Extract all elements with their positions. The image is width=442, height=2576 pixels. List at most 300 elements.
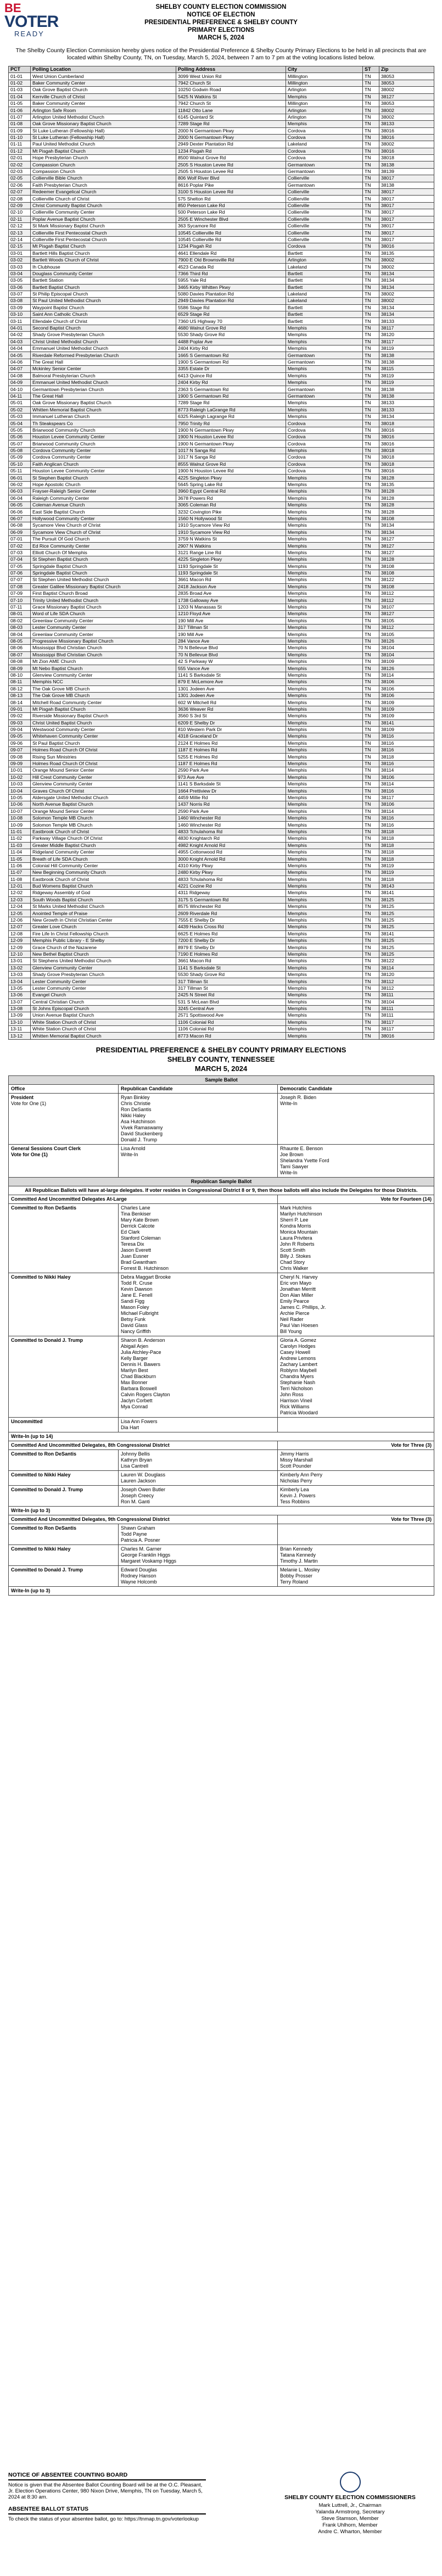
table-cell: 05-08 <box>9 447 31 454</box>
table-cell: 38107 <box>379 604 434 610</box>
table-cell: Greenlaw Community Center <box>31 631 176 638</box>
table-cell: TN <box>363 685 379 692</box>
table-row <box>9 80 434 86</box>
table-row <box>9 964 434 971</box>
table-cell: 8773 Raleigh LaGrange Rd <box>176 406 286 413</box>
table-cell: 05-02 <box>9 406 31 413</box>
table-row <box>9 992 434 999</box>
table-cell: 38117 <box>379 794 434 801</box>
table-cell: 4310 Kirby Pkwy <box>176 862 286 869</box>
cd8-desantis-1: Johnny Bellis Kathryn Bryan Lisa Cantrell <box>119 1449 278 1470</box>
table-cell: Progressive Missionary Baptist Church <box>31 638 176 644</box>
table-cell: 04-05 <box>9 352 31 359</box>
table-cell: 2404 Kirby Rd <box>176 345 286 352</box>
table-cell: Bartlett Hills Baptist Church <box>31 250 176 257</box>
republican-ballot-note: All Republican Ballots will have at-large delegates. If voter resides in Congressional District 8 or 9, then those ballots will also include the Delegates for those Districts. <box>9 1186 434 1195</box>
table-cell: North Avenue Baptist Church <box>31 801 176 808</box>
table-cell: TN <box>363 107 379 114</box>
table-cell: 38116 <box>379 788 434 794</box>
table-cell: Germantown <box>286 168 363 175</box>
table-row <box>9 468 434 475</box>
table-row <box>9 168 434 175</box>
table-row <box>9 713 434 720</box>
table-cell: 1664 Prettiview Dr <box>176 788 286 794</box>
table-row <box>9 325 434 331</box>
table-cell: TN <box>363 1019 379 1025</box>
table-cell: Riverside Missionary Baptist Church <box>31 713 176 720</box>
table-cell: TN <box>363 488 379 495</box>
table-cell: 10250 Godwin Road <box>176 87 286 93</box>
table-cell: 38128 <box>379 475 434 481</box>
table-cell: 7942 Church St <box>176 80 286 86</box>
table-cell: 08-11 <box>9 679 31 685</box>
table-cell: TN <box>363 862 379 869</box>
table-cell: Lester Community Center <box>31 978 176 985</box>
table-row <box>9 318 434 325</box>
table-cell: Memphis <box>286 849 363 855</box>
table-cell: Memphis <box>286 692 363 699</box>
table-row <box>9 236 434 243</box>
table-row <box>9 672 434 678</box>
table-cell: 02-15 <box>9 243 31 250</box>
sample-ballot-table <box>8 1075 434 1596</box>
table-cell: Riverdale Reformed Presbyterian Church <box>31 352 176 359</box>
table-cell: Memphis <box>286 951 363 957</box>
table-cell: 3232 Covington Pike <box>176 509 286 515</box>
table-cell: 38128 <box>379 556 434 563</box>
table-cell: TN <box>363 270 379 277</box>
table-cell: 3661 Macon Rd <box>176 577 286 583</box>
table-row <box>9 801 434 808</box>
table-cell: 5530 Shady Grove Rd <box>176 971 286 978</box>
table-cell: 3960 Egypt Central Rd <box>176 488 286 495</box>
table-cell: 06-05 <box>9 502 31 509</box>
table-cell: Memphis <box>286 958 363 964</box>
table-cell: TN <box>363 495 379 501</box>
table-cell: TN <box>363 625 379 631</box>
table-cell: Graves Church Of Christ <box>31 788 176 794</box>
table-cell: 3355 Estate Dr <box>176 366 286 372</box>
table-cell: 12-01 <box>9 883 31 889</box>
table-cell: Memphis <box>286 842 363 849</box>
table-cell: 05-04 <box>9 420 31 427</box>
table-cell: Memphis <box>286 638 363 644</box>
table-cell: 38002 <box>379 291 434 297</box>
table-cell: 10-03 <box>9 781 31 788</box>
table-cell: 38114 <box>379 672 434 678</box>
col-office: Office <box>9 1084 119 1093</box>
table-cell: TN <box>363 427 379 433</box>
uncommitted-delegates: Lisa Ann Fowers Dia Hart <box>119 1417 278 1432</box>
table-cell: TN <box>363 441 379 447</box>
table-cell: Memphis <box>286 733 363 740</box>
table-cell: Collierville <box>286 189 363 196</box>
haley-delegates-2: Cheryl N. Harvey Eric von Mayo Jonathan Merritt Don Alan Miller Emily Pearce James C. Phillips, Jr. Archie Pierce Neil Rader Paul Van Hoesen Bill Young <box>278 1273 434 1336</box>
table-cell: TN <box>363 100 379 107</box>
table-cell: Whitten Memorial Baptist Church <box>31 406 176 413</box>
table-cell: TN <box>363 393 379 399</box>
table-cell: Memphis <box>286 583 363 590</box>
table-cell: 38133 <box>379 318 434 325</box>
table-cell: 38018 <box>379 155 434 161</box>
table-cell: TN <box>363 461 379 467</box>
table-row <box>9 543 434 549</box>
table-cell: TN <box>363 767 379 774</box>
table-cell: 11-02 <box>9 835 31 842</box>
table-cell: 38134 <box>379 284 434 291</box>
table-cell: 7200 E Shelby Dr <box>176 938 286 944</box>
table-row <box>9 93 434 100</box>
table-cell: 38111 <box>379 1012 434 1019</box>
table-cell: TN <box>363 1033 379 1039</box>
table-cell: TN <box>363 549 379 556</box>
table-cell: Ridgeland Community Center <box>31 849 176 855</box>
table-cell: 3678 Powers Rd <box>176 495 286 501</box>
table-cell: TN <box>363 835 379 842</box>
table-cell: 07-04 <box>9 556 31 563</box>
table-cell: TN <box>363 202 379 209</box>
table-cell: Memphis <box>286 828 363 835</box>
table-cell: 1560 N Hollywood St <box>176 515 286 522</box>
table-cell: 12-04 <box>9 904 31 910</box>
table-cell: 6529 Stage Rd <box>176 311 286 318</box>
table-cell: 1900 S Germantown Rd <box>176 359 286 365</box>
table-cell: 38002 <box>379 87 434 93</box>
table-cell: 38111 <box>379 1005 434 1012</box>
table-row <box>9 577 434 583</box>
commissioners-list: Mark Luttrell, Jr., Chairman Yalanda Armstrong, Secretary Steve Stamson, Member Frank Uhlhorn, Member Andre C. Wharton, Member <box>315 2502 385 2535</box>
table-cell: Glenview Community Center <box>31 781 176 788</box>
table-row <box>9 216 434 222</box>
table-cell: Trinity United Methodist Church <box>31 597 176 604</box>
table-cell: 4955 Cottonwood Rd <box>176 849 286 855</box>
table-cell: Memphis <box>286 760 363 767</box>
be-voter-ready-logo <box>4 1 59 46</box>
table-cell: 07-03 <box>9 549 31 556</box>
table-cell: 04-09 <box>9 379 31 386</box>
col-header: Polling Location <box>31 66 176 73</box>
table-cell: 38106 <box>379 692 434 699</box>
ballot-status-text: To check the status of your absentee ballot, go to: https://tnmap.tn.gov/voterlookup <box>8 2516 199 2522</box>
cd8-desantis-2: Jimmy Harris Missy Marshall Scott Pounder <box>278 1449 434 1470</box>
table-cell: Germantown <box>286 352 363 359</box>
table-cell: TN <box>363 264 379 270</box>
table-cell: TN <box>363 73 379 80</box>
table-row <box>9 930 434 937</box>
table-cell: Memphis <box>286 325 363 331</box>
table-cell: Memphis <box>286 869 363 876</box>
table-cell: 1301 Jodeen Ave <box>176 685 286 692</box>
table-cell: 1738 Galloway Ave <box>176 597 286 604</box>
table-cell: 07-09 <box>9 590 31 597</box>
table-cell: 1234 Pisgah Rd <box>176 148 286 154</box>
table-cell: 4439 Hacks Cross Rd <box>176 924 286 930</box>
table-cell: 13-08 <box>9 1005 31 1012</box>
table-cell: 38108 <box>379 563 434 570</box>
table-cell: Compassion Church <box>31 161 176 168</box>
table-cell: 03-06 <box>9 284 31 291</box>
table-cell: TN <box>363 87 379 93</box>
table-cell: TN <box>363 352 379 359</box>
table-row <box>9 978 434 985</box>
table-cell: 02-02 <box>9 161 31 168</box>
table-cell: 12-06 <box>9 917 31 923</box>
table-cell: St Paul Baptist Church <box>31 740 176 746</box>
table-cell: Evangel Church <box>31 992 176 999</box>
table-cell: Memphis <box>286 856 363 862</box>
table-cell: 70 N Bellevue Blvd <box>176 645 286 651</box>
table-row <box>9 938 434 944</box>
table-cell: 38135 <box>379 481 434 488</box>
empty-cell <box>278 1417 434 1432</box>
table-cell: Memphis <box>286 740 363 746</box>
table-row <box>9 475 434 481</box>
table-cell: TN <box>363 141 379 148</box>
table-cell: 12-05 <box>9 910 31 917</box>
table-cell: Memphis <box>286 747 363 754</box>
table-cell: 07-08 <box>9 583 31 590</box>
table-cell: TN <box>363 379 379 386</box>
table-cell: TN <box>363 597 379 604</box>
cd9-trump-label: Committed to Donald J. Trump <box>9 1565 119 1586</box>
table-cell: 38128 <box>379 495 434 501</box>
county-seal-icon <box>340 2472 361 2493</box>
table-cell: East Side Baptist Church <box>31 509 176 515</box>
table-cell: Parkway Village Church Of Christ <box>31 835 176 842</box>
table-cell: 38017 <box>379 236 434 243</box>
table-cell: Memphis <box>286 685 363 692</box>
table-cell: Word of Life SDA Church <box>31 611 176 617</box>
table-cell: St Stephens United Methodist Church <box>31 958 176 964</box>
table-cell: Collierville Church of Christ <box>31 196 176 202</box>
table-cell: Lakeland <box>286 264 363 270</box>
table-cell: Ridgeway Assembly of God <box>31 890 176 896</box>
table-cell: Collierville First Pentecostal Church <box>31 236 176 243</box>
table-cell: Memphis <box>286 938 363 944</box>
president-office <box>9 1093 119 1144</box>
table-cell: 06-06 <box>9 509 31 515</box>
table-cell: Raleigh Community Center <box>31 495 176 501</box>
table-cell: Memphis <box>286 896 363 903</box>
table-row <box>9 1019 434 1025</box>
table-cell: 38128 <box>379 488 434 495</box>
table-cell: TN <box>363 978 379 985</box>
table-cell: 5080 Davies Plantation Rd <box>176 291 286 297</box>
table-cell: TN <box>363 230 379 236</box>
table-cell: TN <box>363 645 379 651</box>
table-cell: 09-09 <box>9 760 31 767</box>
table-cell: 38119 <box>379 372 434 379</box>
table-cell: TN <box>363 114 379 120</box>
table-cell: Baker Community Center <box>31 80 176 86</box>
table-cell: 2425 N Street Rd <box>176 992 286 999</box>
table-row <box>9 148 434 154</box>
table-cell: 38138 <box>379 352 434 359</box>
table-cell: 38119 <box>379 345 434 352</box>
table-cell: TN <box>363 985 379 991</box>
table-cell: Memphis <box>286 706 363 712</box>
table-cell: 4641 Ellendale Rd <box>176 250 286 257</box>
table-cell: Memphis <box>286 754 363 760</box>
table-cell: 7360 US Highway 70 <box>176 318 286 325</box>
table-cell: Solomon Temple MB Church <box>31 822 176 828</box>
table-cell: Memphis <box>286 549 363 556</box>
table-cell: Millington <box>286 80 363 86</box>
table-cell: 5425 N Watkins St <box>176 93 286 100</box>
table-cell: Memphis <box>286 577 363 583</box>
haley-delegates-1: Debra Maggart Brooke Todd R. Cruse Kevin Dawson Jane E. Fenell Sandi Figg Mason Foley Michael Fulbright Betsy Funk David Glass Nancy Griffith <box>119 1273 278 1336</box>
table-cell: 02-06 <box>9 182 31 188</box>
table-cell: 284 Vance Ave <box>176 638 286 644</box>
table-row <box>9 372 434 379</box>
table-cell: Frayser-Raleigh Senior Center <box>31 488 176 495</box>
table-cell: Arlington <box>286 107 363 114</box>
desantis-delegates-2: Mark Hutchins Marilyn Hutchinson Sherri P. Lee Kondra Morris Monica Mountain Laura Privitera John R Roberts Scott Smith Billy J. Stokes Chad Story Chris Walker <box>278 1203 434 1273</box>
table-cell: 08-09 <box>9 665 31 672</box>
table-cell: Lakeland <box>286 298 363 304</box>
table-cell: 38114 <box>379 808 434 815</box>
table-row <box>9 747 434 754</box>
table-cell: 38116 <box>379 822 434 828</box>
table-row <box>9 338 434 345</box>
cd9-haley-1: Charles M. Garner George Franklin Higgs Margaret Voskamp Higgs <box>119 1545 278 1565</box>
table-cell: Cordova <box>286 427 363 433</box>
col-header: PCT <box>9 66 31 73</box>
table-cell: 38135 <box>379 250 434 257</box>
table-cell: TN <box>363 930 379 937</box>
table-row <box>9 699 434 706</box>
table-cell: Holmes Road Church Of Christ <box>31 760 176 767</box>
table-cell: 12-10 <box>9 951 31 957</box>
table-cell: 5955 Yale Rd <box>176 277 286 284</box>
democratic-president-candidates: Joseph R. Biden Write-In <box>278 1093 434 1144</box>
table-row <box>9 454 434 461</box>
table-cell: 38116 <box>379 747 434 754</box>
table-cell: 2480 Kirby Pkwy <box>176 869 286 876</box>
table-cell: 38117 <box>379 1026 434 1033</box>
table-cell: TN <box>363 522 379 529</box>
table-cell: Germantown <box>286 182 363 188</box>
table-cell: 38138 <box>379 386 434 393</box>
table-cell: 3661 Macon Rd <box>176 958 286 964</box>
table-cell: 575 Shelton Rd <box>176 196 286 202</box>
table-cell: TN <box>363 849 379 855</box>
table-cell: Memphis <box>286 726 363 733</box>
table-cell: Memphis <box>286 699 363 706</box>
table-cell: 10-08 <box>9 815 31 821</box>
table-row <box>9 685 434 692</box>
table-cell: 02-03 <box>9 168 31 175</box>
table-row <box>9 679 434 685</box>
table-cell: New Beginning Community Church <box>31 869 176 876</box>
table-cell: Immanuel Lutheran Church <box>31 413 176 420</box>
table-row <box>9 617 434 624</box>
table-row <box>9 876 434 883</box>
table-cell: TN <box>363 774 379 780</box>
absentee-notice-title: NOTICE OF ABSENTEE COUNTING BOARD <box>8 2472 128 2478</box>
table-cell: TN <box>363 502 379 509</box>
table-cell: 2949 Davies Plantation Rd <box>176 298 286 304</box>
table-cell: TN <box>363 284 379 291</box>
polling-table-body <box>9 73 434 1039</box>
table-cell: TN <box>363 910 379 917</box>
table-cell: 02-08 <box>9 196 31 202</box>
table-row <box>9 298 434 304</box>
ballot-status-title: ABSENTEE BALLOT STATUS <box>8 2506 89 2512</box>
table-cell: 38002 <box>379 257 434 263</box>
table-row <box>9 345 434 352</box>
table-cell: 2404 Kirby Rd <box>176 379 286 386</box>
table-cell: Memphis <box>286 971 363 978</box>
table-cell: Memphis Public Library - E Shelby <box>31 938 176 944</box>
table-row <box>9 985 434 991</box>
table-cell: Memphis <box>286 345 363 352</box>
table-cell: White Station Church of Christ <box>31 1026 176 1033</box>
table-cell: TN <box>363 175 379 182</box>
table-cell: 2363 S Germantown Rd <box>176 386 286 393</box>
table-cell: 1900 N Houston Levee Rd <box>176 468 286 475</box>
table-cell: 38138 <box>379 161 434 168</box>
table-cell: Balmoral Presbyterian Church <box>31 372 176 379</box>
table-cell: 03-10 <box>9 311 31 318</box>
table-row <box>9 209 434 216</box>
table-row <box>9 189 434 196</box>
table-cell: Germantown <box>286 393 363 399</box>
table-cell: TN <box>363 951 379 957</box>
table-cell: 38053 <box>379 100 434 107</box>
table-cell: Breath of Life SDA Church <box>31 856 176 862</box>
table-cell: 5530 Shady Grove Rd <box>176 332 286 338</box>
table-cell: TN <box>363 638 379 644</box>
table-cell: Memphis <box>286 611 363 617</box>
table-cell: TN <box>363 529 379 536</box>
table-cell: New Growth in Christ Christian Center <box>31 917 176 923</box>
table-row <box>9 556 434 563</box>
table-cell: 38002 <box>379 107 434 114</box>
table-cell: TN <box>363 938 379 944</box>
table-cell: 07-11 <box>9 604 31 610</box>
table-cell: Memphis <box>286 651 363 658</box>
table-cell: Memphis <box>286 774 363 780</box>
table-cell: St Paul United Methodist Church <box>31 298 176 304</box>
table-cell: Memphis <box>286 372 363 379</box>
table-cell: Memphis <box>286 801 363 808</box>
table-cell: 12-03 <box>9 896 31 903</box>
table-row <box>9 999 434 1005</box>
table-cell: First Baptist Church Broad <box>31 590 176 597</box>
table-cell: Bartlett <box>286 311 363 318</box>
table-cell: Springdale Baptist Church <box>31 570 176 576</box>
table-cell: 03-03 <box>9 264 31 270</box>
table-cell: 02-01 <box>9 155 31 161</box>
table-cell: Memphis <box>286 488 363 495</box>
table-row <box>9 924 434 930</box>
table-cell: TN <box>363 298 379 304</box>
table-cell: 1141 S Barksdale St <box>176 964 286 971</box>
table-cell: Mckinley Senior Center <box>31 366 176 372</box>
table-cell: Saint Ann Catholic Church <box>31 311 176 318</box>
logo-be: BE <box>4 1 21 15</box>
table-cell: Memphis <box>286 944 363 951</box>
table-cell: St Stephen United Methodist Church <box>31 577 176 583</box>
col-democratic: Democratic Candidate <box>278 1084 434 1093</box>
table-cell: Mitchell Road Community Center <box>31 699 176 706</box>
table-cell: 317 Tillman St <box>176 978 286 985</box>
table-cell: TN <box>363 672 379 678</box>
table-cell: 1187 E Holmes Rd <box>176 747 286 754</box>
table-cell: 01-09 <box>9 127 31 134</box>
table-row <box>9 951 434 957</box>
